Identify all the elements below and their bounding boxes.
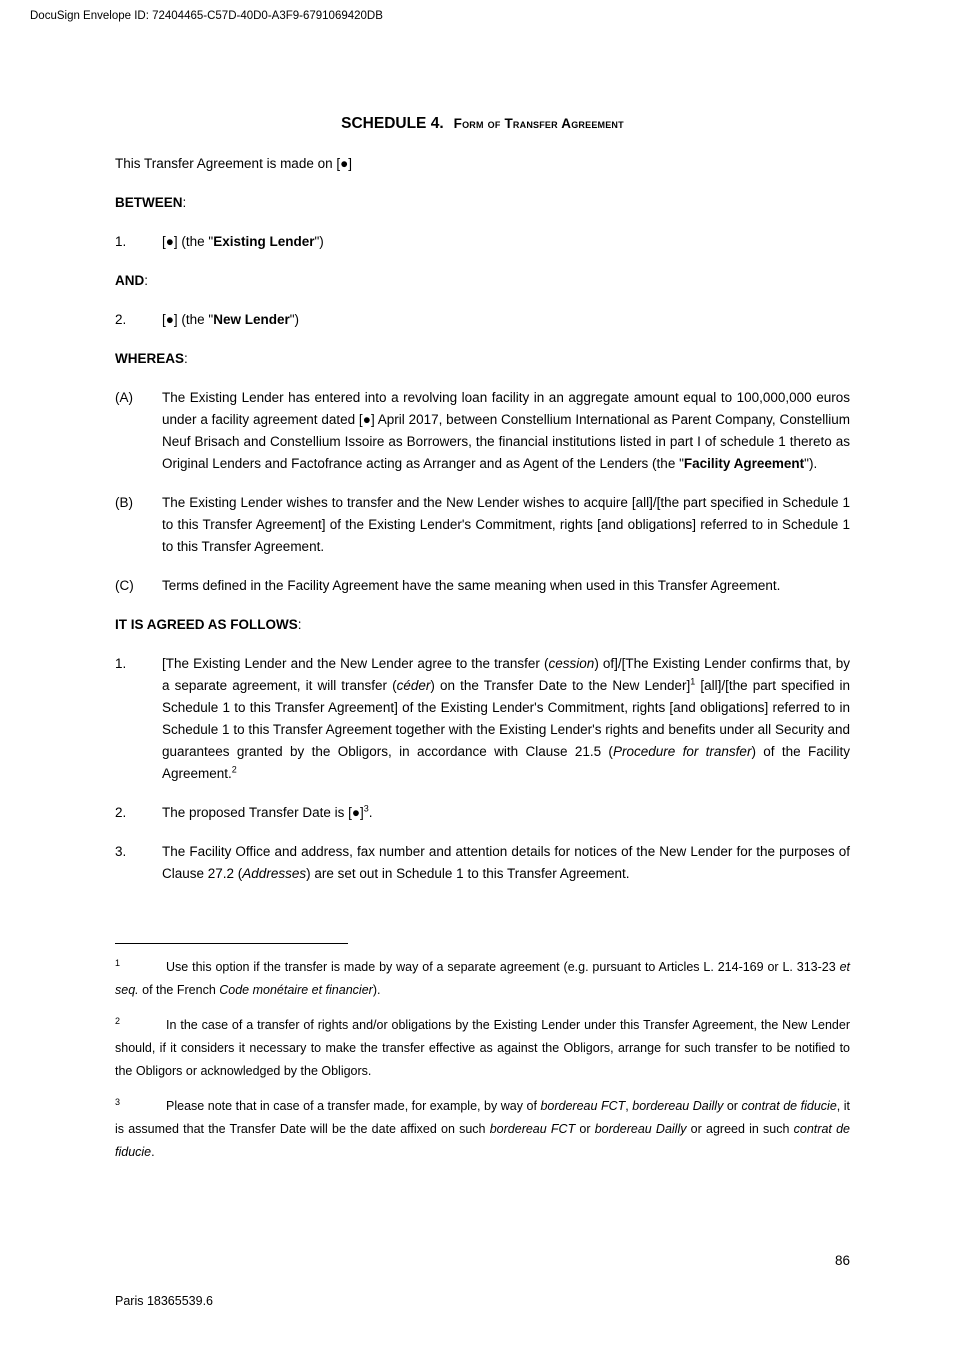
- paragraph-text: [162, 231, 850, 253]
- footnote-reference: 2: [231, 764, 237, 775]
- text-run: The Facility Office and address, fax number and attention details for notices of the New Lender for the purposes of Clause 27.2 (: [162, 844, 850, 881]
- text-run: ) on the Transfer Date to the New Lender]: [430, 678, 691, 693]
- footnote-2: [115, 1014, 850, 1083]
- heading-agreement: [115, 614, 850, 636]
- docusign-envelope-id: DocuSign Envelope ID: 72404465-C57D-40D0-A3F9-6791069420DB: [30, 10, 383, 22]
- paragraph-text: [115, 153, 850, 175]
- intro-line: [115, 153, 850, 175]
- clause-3: [115, 841, 850, 885]
- footnote-marker: 3: [115, 1096, 121, 1107]
- schedule-number: SCHEDULE 4.: [341, 115, 444, 132]
- document-reference: Paris 18365539.6: [115, 1294, 213, 1308]
- footnote-marker: 2: [115, 1015, 121, 1026]
- text-run: IT IS AGREED AS FOLLOWS: [115, 617, 298, 632]
- text-run: The Existing Lender wishes to transfer and the New Lender wishes to acquire [all]/[the part specified in Schedule 1 to this Transfer Agreement] of the Existing Lender's Commitment, rights [and obligations] referred to in Schedule 1 to this Transfer Agreement.: [162, 495, 850, 554]
- paragraph-text: [162, 841, 850, 885]
- item-marker: 2.: [115, 805, 127, 820]
- text-run: In the case of a transfer of rights and/or obligations by the Existing Lender under this Transfer Agreement, the New Lender should, if it considers it necessary to make the transfer effective as against the Obligors, arrange for such transfer to be notified to the Obligors or acknowledged by the Obligors.: [115, 1018, 850, 1078]
- text-run: :: [144, 273, 149, 288]
- party-2: [115, 309, 850, 331]
- text-run: or: [575, 1122, 595, 1136]
- footnote-1: [115, 956, 850, 1002]
- recital-a: [115, 387, 850, 475]
- text-run: The proposed Transfer Date is [●]: [162, 805, 364, 820]
- text-run: Addresses: [242, 866, 307, 881]
- document-body: [115, 153, 850, 885]
- text-run: cession: [548, 656, 595, 671]
- text-run: ) of the Facility Agreement.: [162, 744, 850, 781]
- footnotes-section: [115, 956, 850, 1164]
- text-run: bordereau FCT: [489, 1122, 576, 1136]
- text-run: Procedure for transfer: [612, 744, 752, 759]
- text-run: Facility Agreement: [683, 456, 805, 471]
- item-marker: (C): [115, 578, 134, 593]
- footnote-marker: 1: [115, 957, 121, 968]
- footnote-3: [115, 1095, 850, 1164]
- item-marker: 3.: [115, 844, 127, 859]
- party-1: [115, 231, 850, 253]
- page-number: 86: [834, 1253, 850, 1268]
- text-run: :: [297, 617, 302, 632]
- item-marker: (A): [115, 390, 133, 405]
- text-run: [The Existing Lender and the New Lender agree to the transfer (: [162, 656, 549, 671]
- text-run: Code monétaire et financier: [219, 983, 373, 997]
- text-run: [●] (the ": [162, 312, 214, 327]
- text-run: Use this option if the transfer is made by way of a separate agreement (e.g. pursuant to Articles L. 214-169 or L. 313-23: [166, 960, 840, 974]
- text-run: et seq.: [115, 960, 850, 997]
- item-marker: 1.: [115, 234, 127, 249]
- text-run: Terms defined in the Facility Agreement have the same meaning when used in this Transfer Agreement.: [162, 578, 781, 593]
- clause-1: [115, 653, 850, 785]
- text-run: ").: [804, 456, 818, 471]
- text-run: The Existing Lender has entered into a revolving loan facility in an aggregate amount equal to 100,000,000 euros under a facility agreement dated [●] April 2017, between Constellium International as Parent Company, Constellium Neuf Brisach and Constellium Issoire as Borrowers, the financial institutions listed in part I of schedule 1 thereto as Original Lenders and Factofrance acting as Arranger and as Agent of the Lenders (the ": [162, 390, 850, 471]
- text-run: of the French: [138, 983, 220, 997]
- text-run: , it is assumed that the Transfer Date will be the date affixed on such: [115, 1099, 851, 1136]
- text-run: "): [314, 234, 324, 249]
- text-run: ).: [372, 983, 381, 997]
- footnote-reference: 3: [363, 803, 369, 814]
- text-run: contrat de fiducie: [115, 1122, 850, 1159]
- text-run: ,: [625, 1099, 633, 1113]
- text-run: contrat de fiducie: [741, 1099, 837, 1113]
- text-run: AND: [115, 273, 145, 288]
- paragraph-text: [115, 614, 850, 636]
- text-run: ) are set out in Schedule 1 to this Transfer Agreement.: [306, 866, 630, 881]
- text-run: Existing Lender: [213, 234, 315, 249]
- text-run: BETWEEN: [115, 195, 183, 210]
- text-run: bordereau FCT: [540, 1099, 626, 1113]
- text-run: [●] (the ": [162, 234, 214, 249]
- text-run: .: [151, 1145, 155, 1159]
- clause-2: [115, 802, 850, 824]
- text-run: :: [182, 195, 187, 210]
- text-run: bordereau Dailly: [632, 1099, 724, 1113]
- item-marker: 1.: [115, 656, 127, 671]
- text-run: ) of]/[The Existing Lender confirms that, by a separate agreement, it will transfer (: [162, 656, 850, 693]
- recital-c: [115, 575, 850, 597]
- paragraph-text: [162, 802, 850, 824]
- paragraph-text: [162, 492, 850, 558]
- item-marker: (B): [115, 495, 133, 510]
- text-run: Please note that in case of a transfer made, for example, by way of: [166, 1099, 541, 1113]
- item-marker: 2.: [115, 312, 127, 327]
- text-run: or: [723, 1099, 742, 1113]
- recital-b: [115, 492, 850, 558]
- heading-whereas: [115, 348, 850, 370]
- paragraph-text: [162, 309, 850, 331]
- schedule-subtitle: Form of Transfer Agreement: [453, 116, 624, 131]
- footnote-reference: 1: [690, 676, 696, 687]
- document-content: [115, 112, 850, 1164]
- text-run: WHEREAS: [115, 351, 185, 366]
- text-run: :: [184, 351, 188, 366]
- text-run: bordereau Dailly: [594, 1122, 687, 1136]
- text-run: This Transfer Agreement is made on [●]: [115, 156, 353, 171]
- text-run: or agreed in such: [686, 1122, 794, 1136]
- heading-and: [115, 270, 850, 292]
- footnote-separator: [115, 943, 348, 944]
- paragraph-text: [162, 387, 850, 475]
- text-run: New Lender: [213, 312, 290, 327]
- text-run: .: [368, 805, 373, 820]
- paragraph-text: [115, 270, 850, 292]
- page-title: [115, 112, 850, 136]
- paragraph-text: [115, 348, 850, 370]
- paragraph-text: [162, 653, 850, 785]
- paragraph-text: [115, 192, 850, 214]
- text-run: "): [289, 312, 300, 327]
- text-run: [all]/[the part specified in Schedule 1 to this Transfer Agreement] of the Existing Lender's Commitment, rights [and obligations] referred to in Schedule 1 to this Transfer Agreement together with the Existing Lender's rights and benefits under all Security and guarantees granted by the Obligors, in accordance with Clause 21.5 (: [162, 678, 850, 759]
- text-run: céder: [396, 678, 431, 693]
- paragraph-text: [162, 575, 850, 597]
- heading-between: [115, 192, 850, 214]
